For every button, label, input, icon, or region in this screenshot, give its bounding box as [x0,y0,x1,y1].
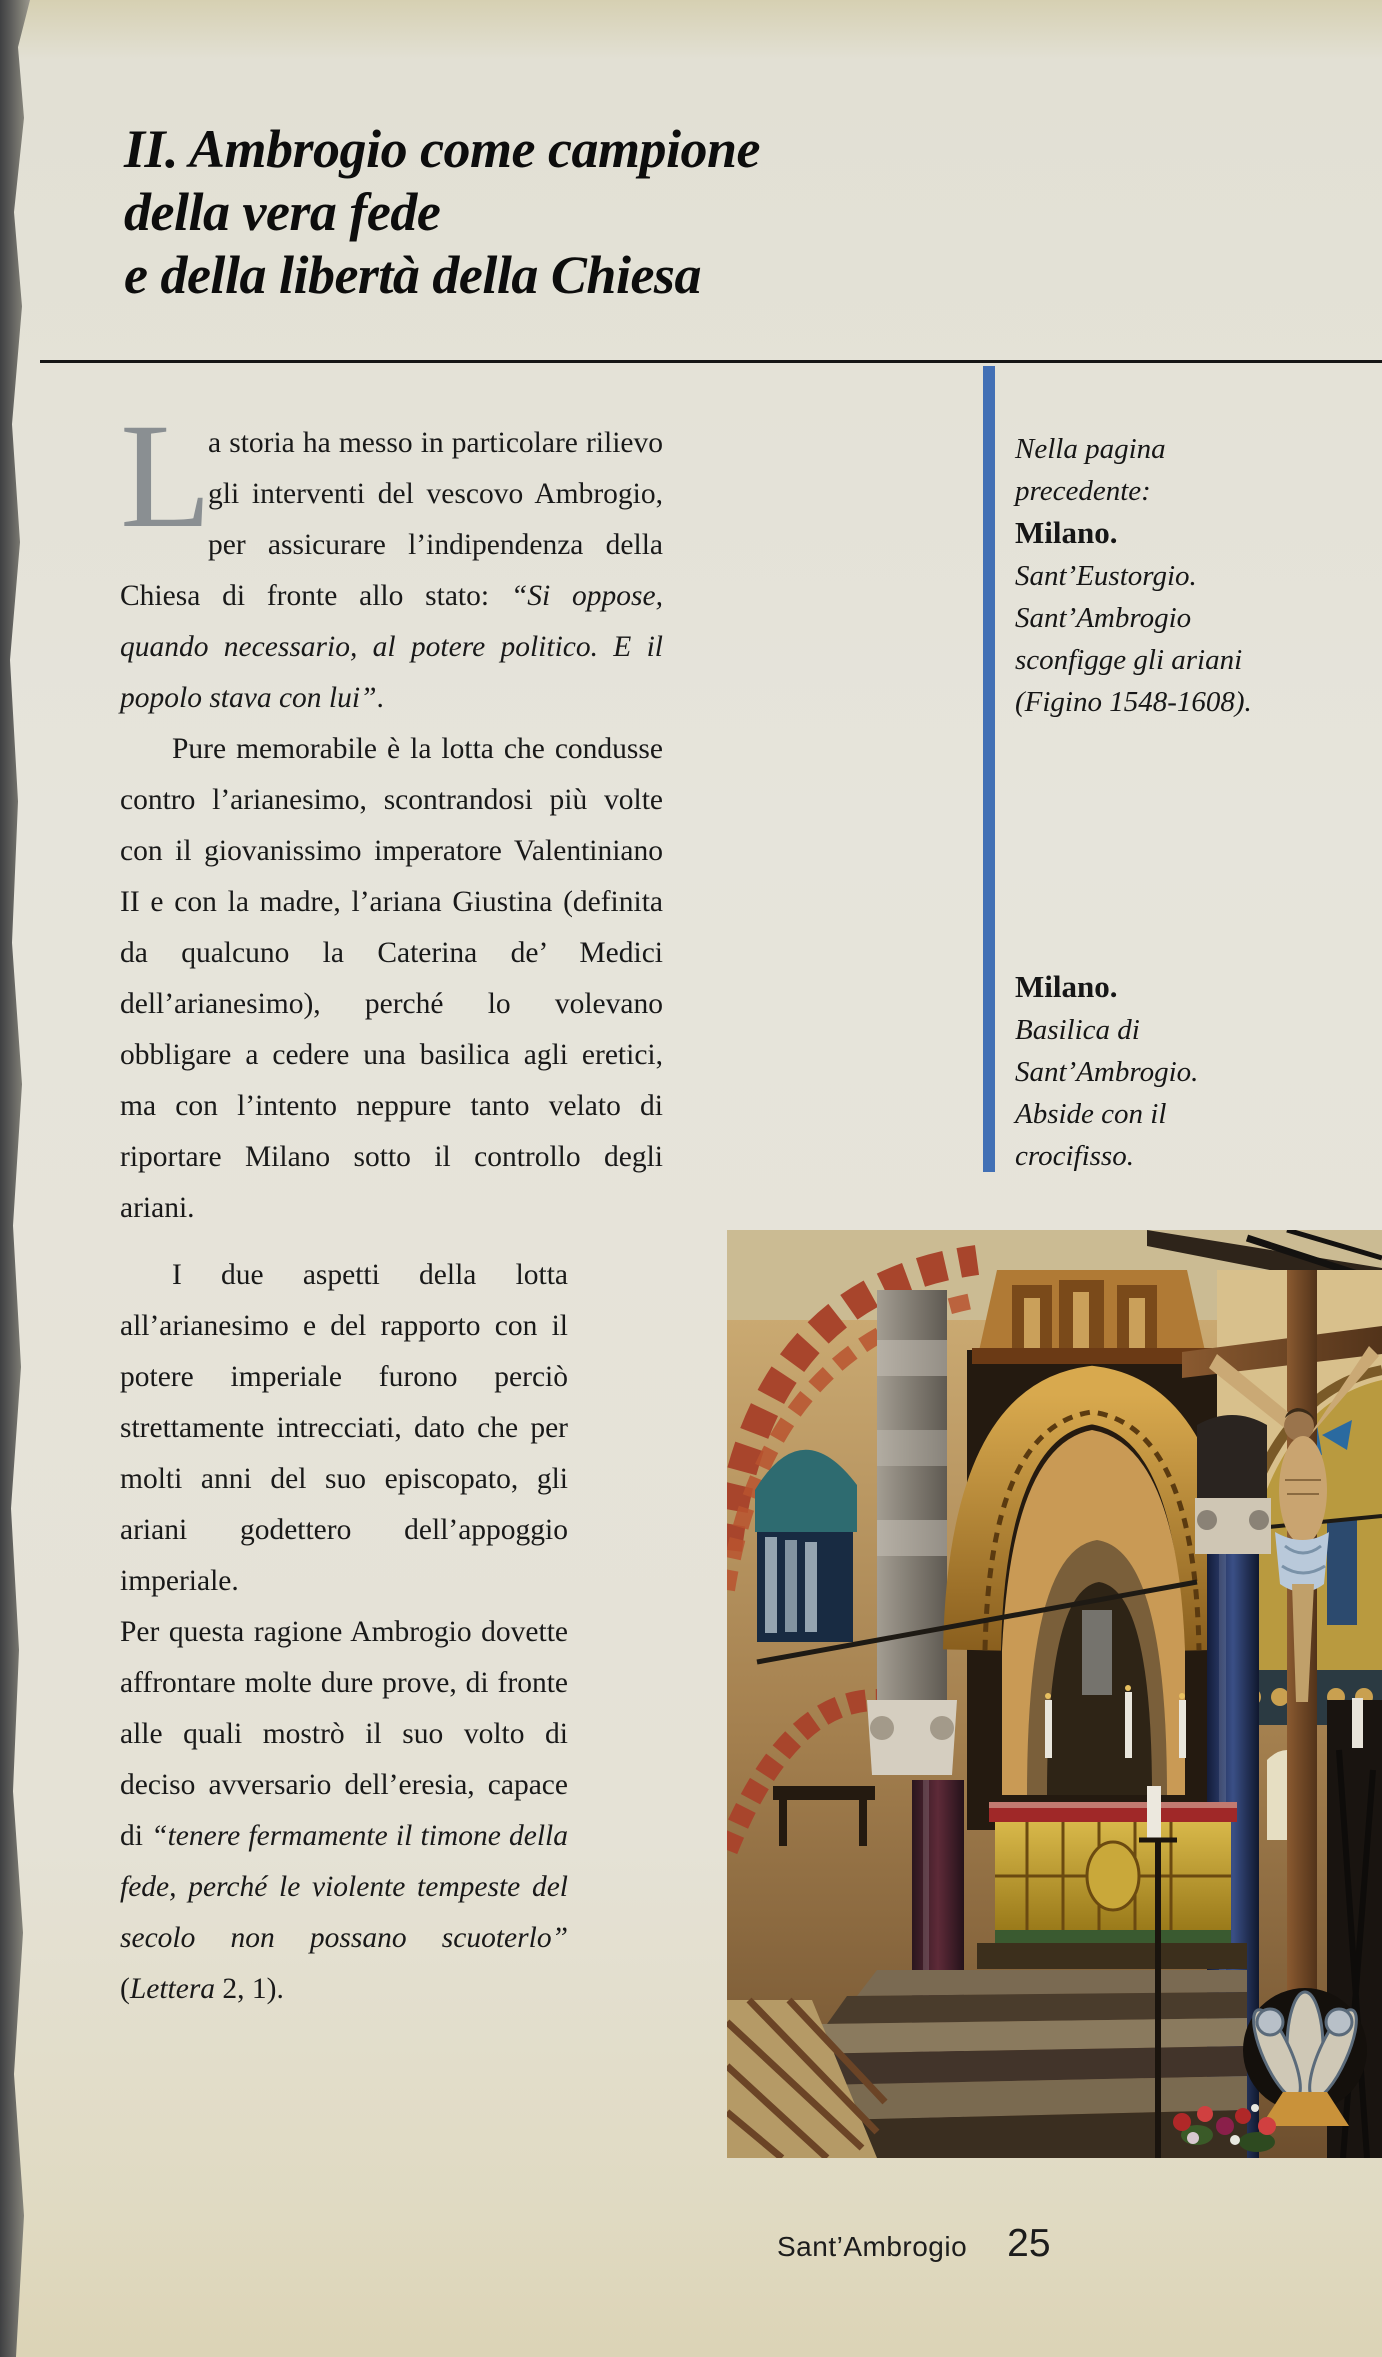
page-footer [777,2222,1051,2266]
paragraph-1: L a storia ha messo in particolare rilievo gli interventi del vescovo Ambrogio, per assicurare l’indipendenza della Chiesa di fronte allo stato: “Si oppose, quando necessario, al potere politico. E il popolo stava con lui”. [120,393,663,714]
main-text-column [120,393,663,1234]
chapter-title-line-2: della vera fede [124,182,441,242]
running-title: Sant’Ambrogio [777,2231,968,2262]
page-number: 25 [1007,2222,1051,2265]
chapter-title-line-1: II. Ambrogio come campione [124,119,760,179]
photo-caption-previous-page: Nella pagina precedente: Milano. Sant’Eustorgio. Sant’Ambrogio sconfigge gli ariani (Figino 1548-1608). [1015,433,1252,718]
basilica-photo-illustration [727,1230,1382,2158]
chapter-title-line-3: e della libertà della Chiesa [124,245,701,305]
blue-vertical-rule [983,366,995,1172]
drop-cap: L [120,393,212,559]
basilica-photo [727,1230,1382,2158]
photo-caption-basilica: Milano. Basilica di Sant’Ambrogio. Abside con il crocifisso. [1015,969,1199,1172]
paragraph-4: Per questa ragione Ambrogio dovette affrontare molte dure prove, di fronte alle quali mostrò il suo volto di deciso avversario dell’eresia, capace di “tenere fermamente il timone della fede, perché le violente tempeste del secolo non possano scuoterlo” (Lettera 2, 1). [120,1616,568,2005]
scanned-page-edge [0,0,30,2357]
main-text-column-narrow [120,1250,568,2015]
horizontal-rule [40,360,1382,363]
paragraph-3: I due aspetti della lotta all’arianesimo e del rapporto con il potere imperiale furono perciò strettamente intrecciati, dato che per molti anni del suo episcopato, gli ariani godettero dell’appoggio imperiale. [120,1259,568,1597]
paragraph-2: Pure memorabile è la lotta che condusse contro l’arianesimo, scontrandosi più volte con il giovanissimo imperatore Valentiniano II e con la madre, l’ariana Giustina (definita da qualcuno la Caterina de’ Medici dell’arianesimo), perché lo volevano obbligare a cedere una basilica agli eretici, ma con l’intento neppure tanto velato di riportare Milano sotto il controllo degli ariani. [120,733,663,1224]
chapter-title [124,118,1004,307]
